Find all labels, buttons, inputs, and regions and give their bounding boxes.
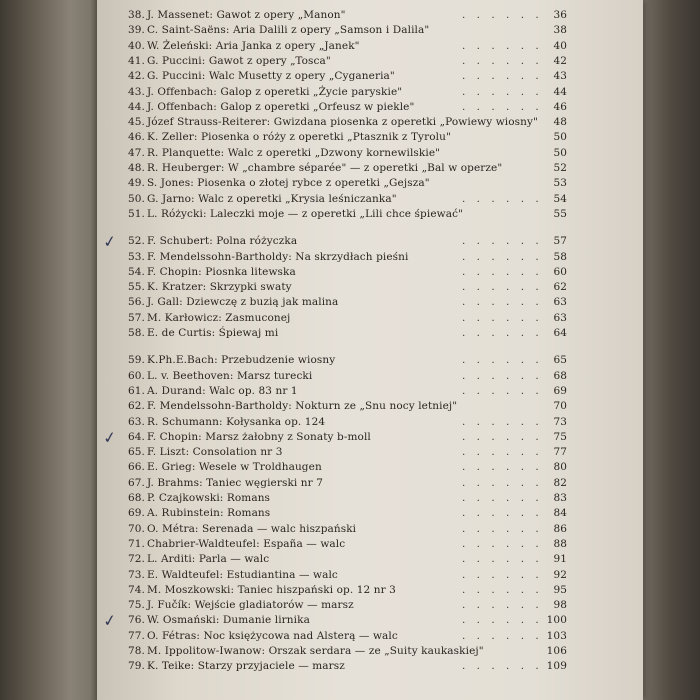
entry-number: 68. bbox=[128, 492, 145, 504]
toc-entry bbox=[97, 584, 643, 600]
entry-title: W. Żeleński: Aria Janka z opery „Janek" bbox=[147, 39, 360, 52]
toc-entry bbox=[97, 162, 643, 178]
entry-number: 43. bbox=[128, 85, 145, 98]
entry-number: 67. bbox=[128, 476, 145, 489]
entry-page-number: 88 bbox=[553, 537, 567, 550]
toc-entry bbox=[97, 312, 643, 328]
entry-title: R. Heuberger: W „chambre séparée" — z operetki „Bal w operze" bbox=[147, 162, 503, 174]
entry-title: R. Schumann: Kołysanka op. 124 bbox=[147, 415, 326, 428]
entry-title: K. Zeller: Piosenka o róży z operetki „Ptasznik z Tyrolu" bbox=[147, 131, 451, 144]
dot-leader: . . . . . . bbox=[462, 461, 543, 474]
toc-entry bbox=[97, 400, 643, 416]
entry-title: E. Grieg: Wesele w Troldhaugen bbox=[147, 461, 322, 474]
entry-title: K.Ph.E.Bach: Przebudzenie wiosny bbox=[147, 354, 336, 367]
entry-title: J. Fučík: Wejście gladiatorów — marsz bbox=[147, 599, 354, 612]
entry-title: O. Métra: Serenada — walc hiszpański bbox=[147, 522, 357, 535]
entry-page-number: 62 bbox=[553, 281, 567, 294]
entry-page-number: 75 bbox=[553, 430, 567, 443]
entry-page-number: 48 bbox=[553, 116, 567, 129]
dot-leader: . . . . . . bbox=[462, 265, 543, 278]
entry-page-number: 42 bbox=[553, 54, 567, 67]
pen-check-mark-icon: ✓ bbox=[101, 231, 118, 253]
toc-entry bbox=[97, 251, 643, 267]
entry-number: 46. bbox=[128, 131, 145, 144]
toc-entry bbox=[97, 538, 643, 554]
entry-page-number: 50 bbox=[553, 131, 567, 144]
entry-number: 40. bbox=[128, 39, 145, 52]
dot-leader: . . . . . . bbox=[462, 235, 543, 248]
entry-page-number: 70 bbox=[553, 400, 567, 413]
entry-number: 61. bbox=[128, 384, 145, 397]
book-page bbox=[97, 0, 643, 700]
entry-page-number: 58 bbox=[553, 250, 567, 263]
entry-number: 66. bbox=[128, 461, 145, 474]
entry-title: R. Planquette: Walc z operetki „Dzwony kornewilskie" bbox=[147, 146, 441, 159]
entry-page-number: 82 bbox=[553, 476, 567, 489]
entry-number: 75. bbox=[128, 599, 145, 612]
entry-number: 49. bbox=[128, 177, 145, 190]
toc-entry bbox=[97, 24, 643, 40]
toc-entry bbox=[97, 569, 643, 585]
entry-number: 70. bbox=[128, 522, 145, 535]
toc-entry bbox=[97, 370, 643, 386]
entry-number: 72. bbox=[128, 553, 145, 566]
toc-entry bbox=[97, 70, 643, 86]
dot-leader: . . . . . . bbox=[462, 85, 543, 98]
entry-page-number: 43 bbox=[553, 70, 567, 83]
entry-page-number: 95 bbox=[553, 583, 567, 596]
entry-number: 62. bbox=[128, 400, 145, 413]
toc-entry bbox=[97, 645, 643, 661]
entry-number: 56. bbox=[128, 296, 145, 309]
entry-number: 47. bbox=[128, 146, 145, 159]
entry-title: J. Brahms: Taniec węgierski nr 7 bbox=[147, 476, 324, 489]
toc-entry bbox=[97, 131, 643, 147]
toc-entry bbox=[97, 461, 643, 477]
entry-number: 52. bbox=[128, 235, 145, 248]
entry-title: O. Fétras: Noc księżycowa nad Alsterą — walc bbox=[147, 629, 398, 642]
dot-leader: . . . . . . bbox=[462, 9, 543, 21]
dot-leader: . . . . . . bbox=[462, 384, 543, 397]
toc-entry bbox=[97, 492, 643, 508]
entry-number: 64. bbox=[128, 430, 145, 443]
entry-title: J. Offenbach: Galop z operetki „Orfeusz w piekle" bbox=[147, 100, 415, 113]
dot-leader: . . . . . . bbox=[462, 430, 543, 443]
entry-number: 53. bbox=[128, 250, 145, 263]
dot-leader: . . . . . . bbox=[462, 415, 543, 428]
entry-title: M. Ippolitow-Iwanow: Orszak serdara — ze „Suity kaukaskiej" bbox=[147, 645, 484, 657]
toc-entry bbox=[97, 101, 643, 117]
dot-leader: . . . . . . bbox=[462, 100, 543, 113]
toc-entry bbox=[97, 147, 643, 163]
entry-title: L. v. Beethoven: Marsz turecki bbox=[147, 369, 313, 382]
toc-entry bbox=[97, 266, 643, 282]
entry-title: C. Saint-Saëns: Aria Dalili z opery „Samson i Dalila" bbox=[147, 24, 430, 37]
entry-page-number: 100 bbox=[546, 614, 567, 627]
entry-number: 58. bbox=[128, 327, 145, 339]
table-of-contents bbox=[97, 0, 643, 700]
dot-leader: . . . . . . bbox=[462, 327, 543, 339]
entry-number: 69. bbox=[128, 507, 145, 520]
toc-entry bbox=[97, 55, 643, 71]
entry-title: G. Puccini: Walc Musetty z opery „Cyganeria" bbox=[147, 70, 395, 83]
entry-page-number: 64 bbox=[553, 327, 567, 339]
entry-page-number: 92 bbox=[553, 568, 567, 581]
entry-page-number: 83 bbox=[553, 492, 567, 504]
entry-title: J. Offenbach: Galop z operetki „Życie paryskie" bbox=[147, 85, 403, 98]
toc-entry bbox=[97, 86, 643, 102]
entry-number: 51. bbox=[128, 207, 145, 220]
dot-leader: . . . . . . bbox=[462, 39, 543, 52]
dot-leader: . . . . . . bbox=[462, 54, 543, 67]
entry-page-number: 55 bbox=[553, 207, 567, 220]
entry-number: 79. bbox=[128, 660, 145, 673]
entry-number: 77. bbox=[128, 629, 145, 642]
entry-page-number: 68 bbox=[553, 369, 567, 382]
entry-page-number: 63 bbox=[553, 296, 567, 309]
dot-leader: . . . . . . bbox=[462, 354, 543, 367]
entry-page-number: 52 bbox=[553, 162, 567, 174]
entry-number: 57. bbox=[128, 311, 145, 324]
entry-title: L. Arditi: Parla — walc bbox=[147, 553, 270, 566]
toc-entry bbox=[97, 208, 643, 224]
dot-leader: . . . . . . bbox=[462, 553, 543, 566]
entry-page-number: 36 bbox=[553, 9, 567, 21]
entry-number: 55. bbox=[128, 281, 145, 294]
dot-leader: . . . . . . bbox=[462, 369, 543, 382]
entry-number: 63. bbox=[128, 415, 145, 428]
entry-title: E. Waldteufel: Estudiantina — walc bbox=[147, 568, 338, 581]
entry-title: M. Karłowicz: Zasmuconej bbox=[147, 311, 291, 324]
entry-page-number: 40 bbox=[553, 39, 567, 52]
entry-title: Józef Strauss-Reiterer: Gwizdana piosenka z operetki „Powiewy wiosny" bbox=[147, 116, 538, 129]
dot-leader: . . . . . . bbox=[462, 70, 543, 83]
toc-entry bbox=[97, 40, 643, 56]
toc-entry bbox=[97, 385, 643, 401]
toc-entry bbox=[97, 507, 643, 523]
entry-page-number: 86 bbox=[553, 522, 567, 535]
entry-number: 76. bbox=[128, 614, 145, 627]
dot-leader: . . . . . . bbox=[462, 583, 543, 596]
entry-page-number: 98 bbox=[553, 599, 567, 612]
dot-leader: . . . . . . bbox=[462, 629, 543, 642]
entry-number: 44. bbox=[128, 100, 145, 113]
dot-leader: . . . . . . bbox=[462, 446, 543, 459]
entry-number: 60. bbox=[128, 369, 145, 382]
entry-number: 48. bbox=[128, 162, 145, 174]
dot-leader: . . . . . . bbox=[462, 311, 543, 324]
toc-entry bbox=[97, 281, 643, 297]
entry-page-number: 106 bbox=[546, 645, 567, 657]
dot-leader: . . . . . . bbox=[462, 537, 543, 550]
toc-entry bbox=[97, 660, 643, 676]
toc-entry bbox=[97, 177, 643, 193]
entry-page-number: 38 bbox=[553, 24, 567, 37]
entry-page-number: 80 bbox=[553, 461, 567, 474]
dot-leader: . . . . . . bbox=[462, 660, 543, 673]
entry-page-number: 57 bbox=[553, 235, 567, 248]
entry-number: 59. bbox=[128, 354, 145, 367]
toc-entry bbox=[97, 416, 643, 432]
entry-number: 74. bbox=[128, 583, 145, 596]
entry-title: W. Osmański: Dumanie lirnika bbox=[147, 614, 310, 627]
dot-leader: . . . . . . bbox=[462, 296, 543, 309]
entry-title: G. Puccini: Gawot z opery „Tosca" bbox=[147, 54, 331, 67]
entry-title: M. Moszkowski: Taniec hiszpański op. 12 nr 3 bbox=[147, 583, 396, 596]
entry-page-number: 91 bbox=[553, 553, 567, 566]
dot-leader: . . . . . . bbox=[462, 599, 543, 612]
book-page-edge bbox=[643, 0, 700, 700]
entry-title: F. Chopin: Piosnka litewska bbox=[147, 265, 296, 278]
entry-page-number: 60 bbox=[553, 265, 567, 278]
pen-check-mark-icon: ✓ bbox=[101, 426, 118, 448]
toc-entry bbox=[97, 614, 643, 630]
entry-title: F. Chopin: Marsz żałobny z Sonaty b-moll bbox=[147, 430, 371, 443]
entry-page-number: 84 bbox=[553, 507, 567, 520]
entry-title: L. Różycki: Laleczki moje — z operetki „Lili chce śpiewać" bbox=[147, 207, 463, 220]
entry-title: J. Massenet: Gawot z opery „Manon" bbox=[147, 9, 346, 21]
entry-title: A. Durand: Walc op. 83 nr 1 bbox=[147, 384, 298, 397]
entry-number: 54. bbox=[128, 265, 145, 278]
entry-page-number: 109 bbox=[546, 660, 567, 673]
entry-page-number: 103 bbox=[546, 629, 567, 642]
dot-leader: . . . . . . bbox=[462, 281, 543, 294]
toc-entry bbox=[97, 431, 643, 447]
entry-page-number: 77 bbox=[553, 446, 567, 459]
entry-number: 78. bbox=[128, 645, 145, 657]
entry-number: 65. bbox=[128, 446, 145, 459]
toc-entry bbox=[97, 354, 643, 370]
entry-number: 73. bbox=[128, 568, 145, 581]
entry-title: P. Czajkowski: Romans bbox=[147, 492, 271, 504]
entry-title: A. Rubinstein: Romans bbox=[147, 507, 271, 520]
dot-leader: . . . . . . bbox=[462, 522, 543, 535]
dot-leader: . . . . . . bbox=[462, 507, 543, 520]
entry-title: Chabrier-Waldteufel: España — walc bbox=[147, 537, 346, 550]
entry-page-number: 44 bbox=[553, 85, 567, 98]
dot-leader: . . . . . . bbox=[462, 568, 543, 581]
entry-title: J. Gall: Dziewczę z buzią jak malina bbox=[147, 296, 339, 309]
entry-page-number: 50 bbox=[553, 146, 567, 159]
toc-entry bbox=[97, 523, 643, 539]
dot-leader: . . . . . . bbox=[462, 614, 543, 627]
toc-entry bbox=[97, 553, 643, 569]
toc-entry bbox=[97, 116, 643, 132]
entry-title: K. Kratzer: Skrzypki swaty bbox=[147, 281, 292, 294]
entry-page-number: 63 bbox=[553, 311, 567, 324]
entry-number: 50. bbox=[128, 192, 145, 205]
toc-entry bbox=[97, 193, 643, 209]
entry-title: F. Liszt: Consolation nr 3 bbox=[147, 446, 283, 459]
entry-number: 71. bbox=[128, 537, 145, 550]
entry-title: S. Jones: Piosenka o złotej rybce z operetki „Gejsza" bbox=[147, 177, 430, 190]
dot-leader: . . . . . . bbox=[462, 492, 543, 504]
toc-entry bbox=[97, 296, 643, 312]
toc-entry bbox=[97, 9, 643, 25]
toc-entry bbox=[97, 630, 643, 646]
dot-leader: . . . . . . bbox=[462, 192, 543, 205]
entry-number: 45. bbox=[128, 116, 145, 129]
entry-number: 38. bbox=[128, 9, 145, 21]
toc-entry bbox=[97, 477, 643, 493]
entry-page-number: 69 bbox=[553, 384, 567, 397]
toc-entry bbox=[97, 446, 643, 462]
entry-page-number: 53 bbox=[553, 177, 567, 190]
pen-check-mark-icon: ✓ bbox=[101, 610, 118, 632]
entry-title: F. Mendelssohn-Bartholdy: Nokturn ze „Snu nocy letniej" bbox=[147, 400, 458, 413]
dot-leader: . . . . . . bbox=[462, 250, 543, 263]
toc-entry bbox=[97, 327, 643, 343]
entry-title: F. Schubert: Polna różyczka bbox=[147, 235, 298, 248]
dot-leader: . . . . . . bbox=[462, 476, 543, 489]
entry-title: E. de Curtis: Śpiewaj mi bbox=[147, 327, 279, 339]
toc-entry bbox=[97, 235, 643, 251]
entry-page-number: 54 bbox=[553, 192, 567, 205]
entry-page-number: 73 bbox=[553, 415, 567, 428]
entry-title: F. Mendelssohn-Bartholdy: Na skrzydłach pieśni bbox=[147, 250, 409, 263]
toc-entry bbox=[97, 599, 643, 615]
entry-number: 39. bbox=[128, 24, 145, 37]
entry-page-number: 46 bbox=[553, 100, 567, 113]
entry-number: 42. bbox=[128, 70, 145, 83]
entry-page-number: 65 bbox=[553, 354, 567, 367]
entry-title: G. Jarno: Walc z operetki „Krysia leśniczanka" bbox=[147, 192, 397, 205]
entry-title: K. Teike: Starzy przyjaciele — marsz bbox=[147, 660, 345, 673]
entry-number: 41. bbox=[128, 54, 145, 67]
